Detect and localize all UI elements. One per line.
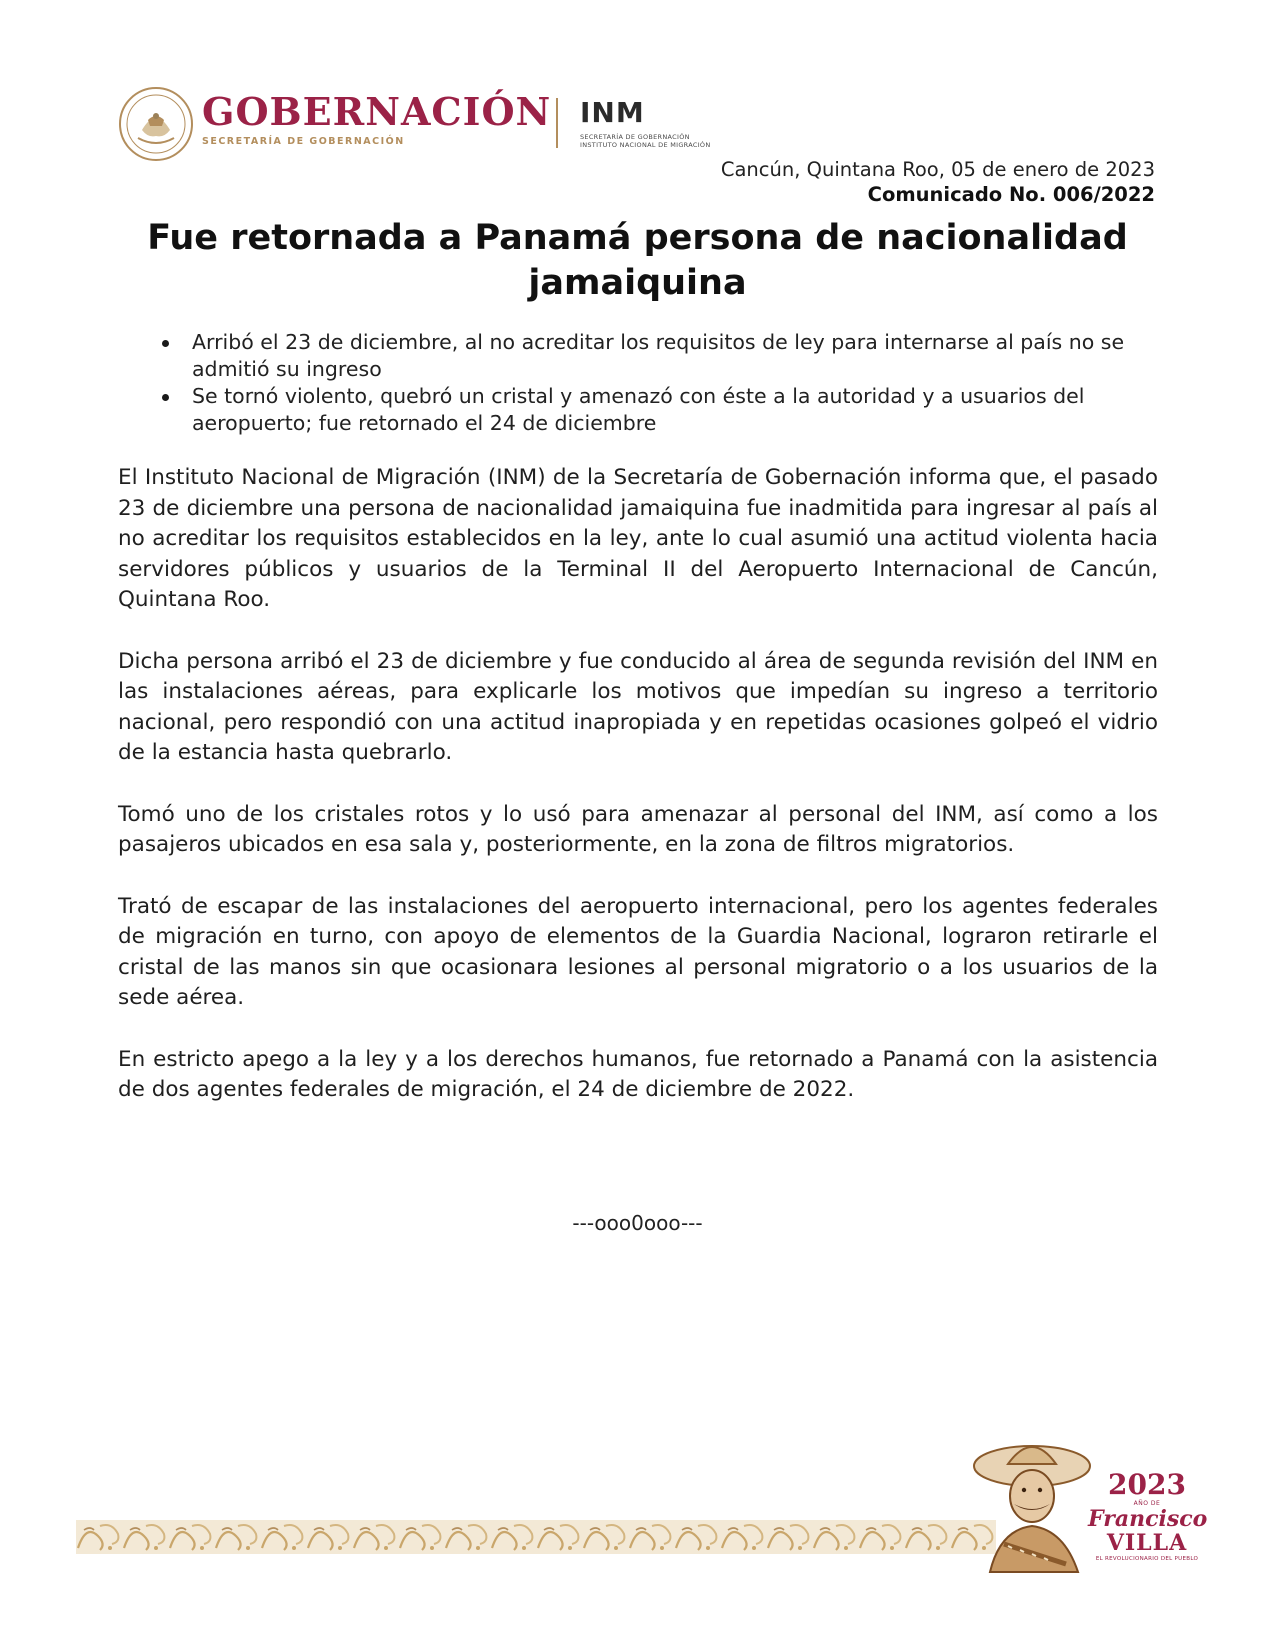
villa-name: Francisco — [1088, 1506, 1208, 1532]
villa-ano-de: AÑO DE — [1133, 1500, 1161, 1507]
body-text — [118, 463, 1158, 1137]
page-title: Fue retornada a Panamá persona de nacionalidad jamaiquina — [147, 218, 1128, 303]
francisco-villa-portrait-icon — [970, 1434, 1100, 1574]
closing-mark: ---ooo0ooo--- — [572, 1211, 703, 1235]
inm-subtitle-line1: SECRETARÍA DE GOBERNACIÓN — [580, 133, 690, 141]
villa-tagline: EL REVOLUCIONARIO DEL PUEBLO — [1095, 1556, 1199, 1562]
bullet-item: Se tornó violento, quebró un cristal y amenazó con éste a la autoridad y a usuarios del aeropuerto; fue retornado el 24 de diciembre — [160, 383, 1158, 437]
mexico-seal-icon — [118, 86, 194, 162]
gobernacion-wordmark — [202, 90, 551, 147]
inm-logo-text: INM — [580, 96, 645, 129]
decorative-pattern-band — [76, 1520, 996, 1554]
header-divider — [556, 98, 558, 148]
paragraph: En estricto apego a la ley y a los derechos humanos, fue retornado a Panamá con la asistencia de dos agentes federales de migración, el 24 de diciembre de 2022. — [118, 1046, 1158, 1102]
header-logos — [118, 86, 738, 162]
inm-subtitle-line2: INSTITUTO NACIONAL DE MIGRACIÓN — [580, 141, 711, 149]
villa-year: 2023 — [1108, 1468, 1186, 1501]
francisco-villa-2023-logo — [970, 1434, 1210, 1584]
comunicado-number: Comunicado No. 006/2022 — [867, 183, 1155, 206]
place-date: Cancún, Quintana Roo, 05 de enero de 2023 — [720, 158, 1155, 181]
gobernacion-title: GOBERNACIÓN — [202, 89, 552, 134]
summary-bullets — [160, 329, 1158, 437]
paragraph: Tomó uno de los cristales rotos y lo usó para amenazar al personal del INM, así como a los pasajeros ubicados en esa sala y, posteriormente, en la zona de filtros migratorios. — [118, 801, 1158, 857]
paragraph: El Instituto Nacional de Migración (INM) de la Secretaría de Gobernación informa que, el pasado 23 de diciembre una persona de nacionalidad jamaiquina fue inadmitida para ingresar al país al no acreditar los requisitos establecidos en la ley, ante lo cual asumió una actitud violenta hacia servidores públicos y usuarios de la Terminal II del Aeropuerto Internacional de Cancún, Quintana Roo. — [118, 465, 1158, 612]
inm-logo — [580, 98, 711, 149]
bullet-item: Arribó el 23 de diciembre, al no acreditar los requisitos de ley para internarse al país no se admitió su ingreso — [160, 329, 1158, 383]
paragraph: Trató de escapar de las instalaciones del aeropuerto internacional, pero los agentes federales de migración en turno, con apoyo de elementos de la Guardia Nacional, lograron retirarle el cristal de las manos sin que ocasionara lesiones al personal migratorio o a los usuarios de la sede aérea. — [118, 893, 1158, 1010]
villa-wordmark — [1088, 1470, 1206, 1563]
document-meta — [721, 157, 1155, 207]
gobernacion-subtitle: SECRETARÍA DE GOBERNACIÓN — [202, 136, 405, 147]
paragraph: Dicha persona arribó el 23 de diciembre y fue conducido al área de segunda revisión del INM en las instalaciones aéreas, para explicarle los motivos que impedían su ingreso a territorio nacional, pero respondió con una actitud inapropiada y en repetidas ocasiones golpeó el vidrio de la estancia hasta quebrarlo. — [118, 648, 1158, 765]
villa-surname: VILLA — [1106, 1530, 1188, 1556]
